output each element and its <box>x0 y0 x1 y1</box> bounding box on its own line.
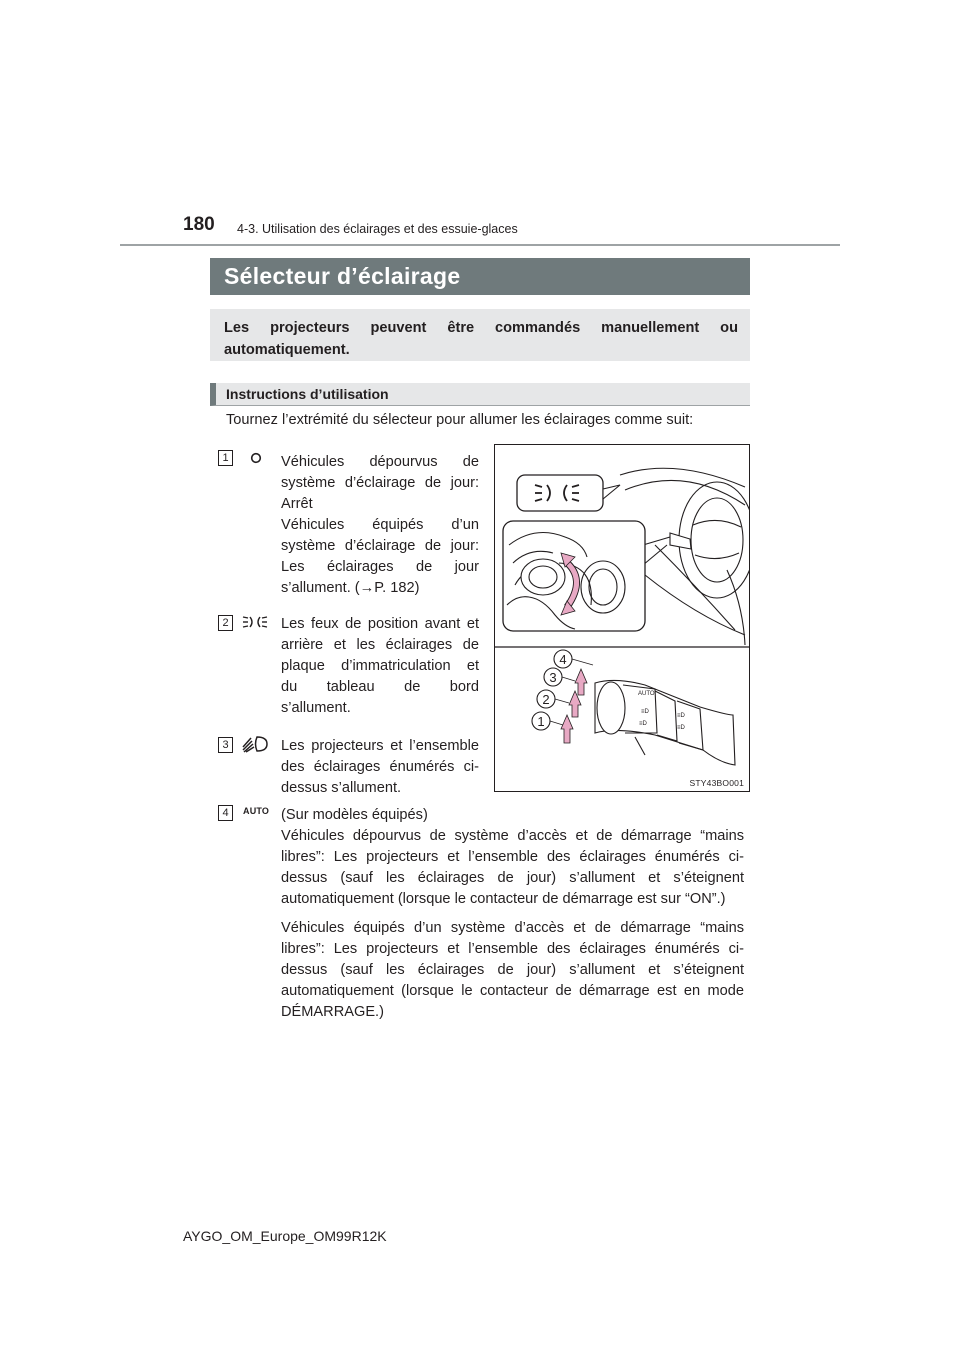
footer-doc-id: AYGO_OM_Europe_OM99R12K <box>183 1228 387 1244</box>
off-circle-icon <box>250 452 262 464</box>
item-3-text: Les projecteurs et l’ensemble des éclairages énumérés ci- dessus s’allument. <box>281 738 479 796</box>
item-3-number: 3 <box>218 737 233 753</box>
svg-text:AUTO: AUTO <box>638 691 655 697</box>
item-4-text: (Sur modèles équipés) Véhicules dépourvus de système d’accès et de démarrage “mains libres”: Les projecteurs et l’ensemble des éclairages énumérés ci- dessus (sauf les éclairages de jour) s’allument et s’éteignent automatiquement (lorsque le contacteur de démarrage est sur “ON”.) Véhicules équipés d’un système d’accès et de démarrage “mains libres”: Les projecteurs et l’ensemble des éclairages énumérés ci- dessus (sauf les éclairages de jour) s’allument et s’éteignent automatiquement (lorsque le contacteur de démarrage est en mode DÉMARRAGE.) <box>281 807 744 1020</box>
figure-callout-2: 2 <box>542 692 550 707</box>
instruction-text: Tournez l’extrémité du sélecteur pour allumer les éclairages comme suit: <box>226 412 694 428</box>
intro-box: Les projecteurs peuvent être commandés manuellement ou automatiquement. <box>210 309 750 361</box>
item-1-text: Véhicules dépourvus de système d’éclairage de jour: Arrêt Véhicules équipés d’un système d’éclairage de jour: Les éclairages de jour s’allument. (→P. 182) <box>281 454 479 596</box>
item-4-number: 4 <box>218 805 233 821</box>
figure-callout-3: 3 <box>549 670 557 685</box>
header-divider <box>120 244 840 246</box>
svg-text:≡D: ≡D <box>641 709 649 715</box>
light-switch-illustration <box>495 445 749 791</box>
position-lights-icon <box>242 614 268 630</box>
light-switch-figure <box>494 444 750 792</box>
svg-text:≡D: ≡D <box>677 725 685 731</box>
section-title: 4-3. Utilisation des éclairages et des essuie-glaces <box>237 222 518 236</box>
figure-code: STY43BO001 <box>689 778 744 788</box>
headlight-icon <box>242 735 268 753</box>
figure-callout-1: 1 <box>537 714 545 729</box>
svg-text:≡D: ≡D <box>677 713 685 719</box>
page-number: 180 <box>183 214 215 235</box>
figure-callout-4: 4 <box>559 652 567 667</box>
auto-icon: AUTO <box>243 806 270 816</box>
subheading: Instructions d’utilisation <box>210 383 750 406</box>
item-2-text: Les feux de position avant et arrière et les éclairages de plaque d’immatriculation et du tableau de bord s’allument. <box>281 616 479 716</box>
item-2-number: 2 <box>218 615 233 631</box>
item-1-number: 1 <box>218 450 233 466</box>
svg-text:≡D: ≡D <box>639 721 647 727</box>
page-title: Sélecteur d’éclairage <box>210 258 750 295</box>
